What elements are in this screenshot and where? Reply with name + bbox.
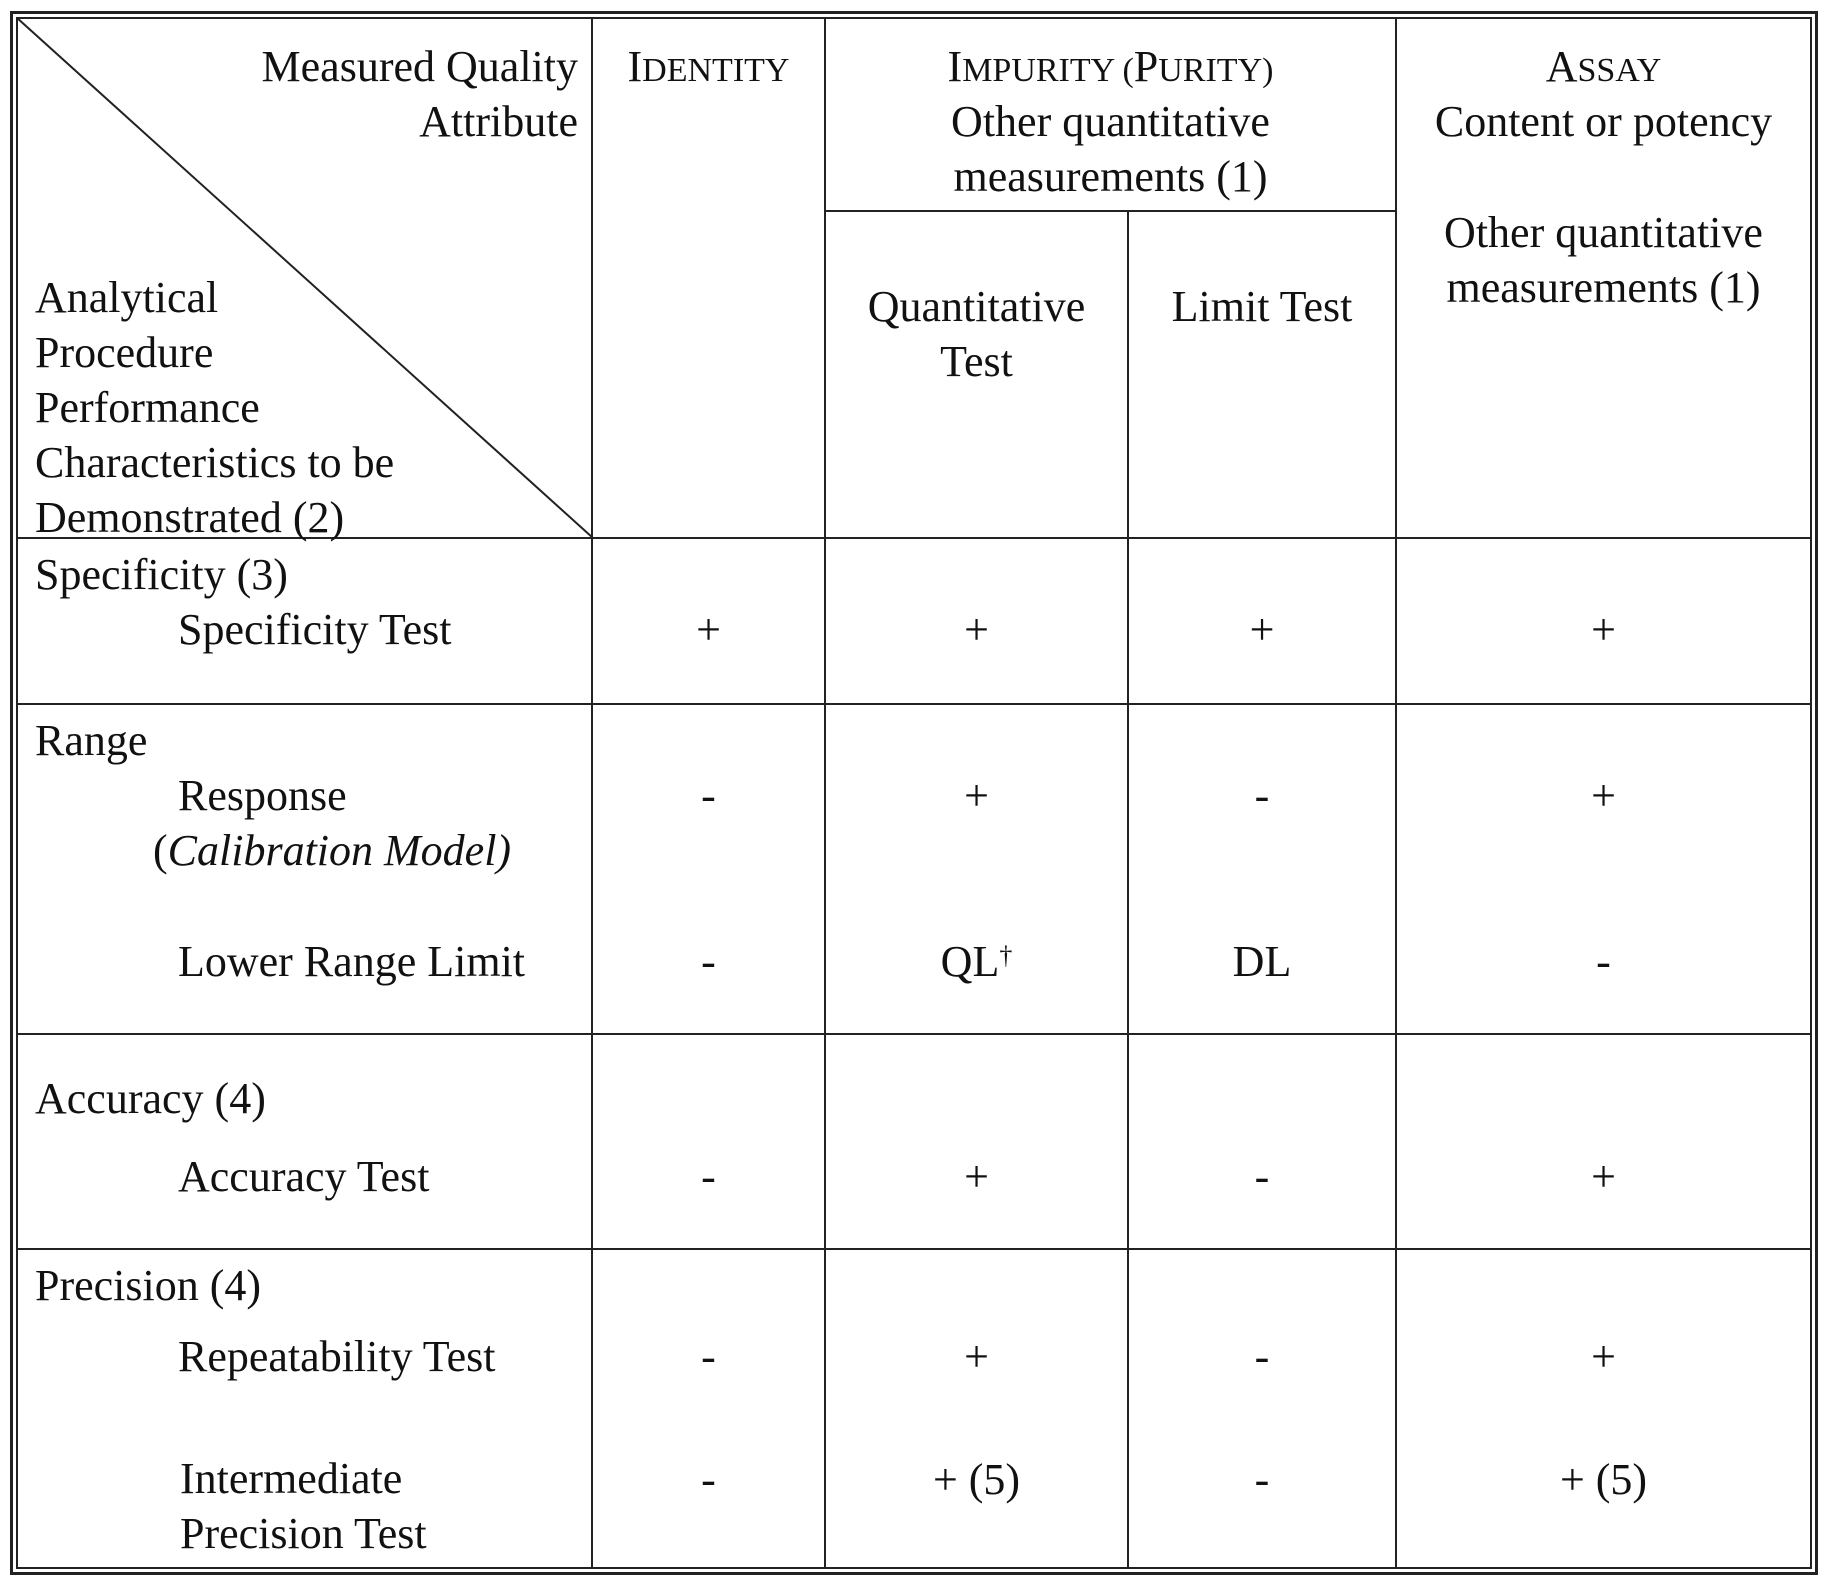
range-response-label: Response <box>178 771 347 820</box>
corner-top-line1: Measured Quality <box>261 42 578 91</box>
validation-table <box>16 17 1812 1569</box>
grid-line <box>16 1033 1812 1035</box>
accuracy-heading: Accuracy (4) <box>35 1074 266 1123</box>
corner-bottom-line3: Performance <box>35 383 260 432</box>
range-lower-quantitative-value: QL† <box>940 937 1013 986</box>
range-lower-label: Lower Range Limit <box>178 937 526 986</box>
grid-line <box>16 703 1812 705</box>
precision-repeat-identity-value: - <box>701 1332 716 1381</box>
precision-heading: Precision (4) <box>35 1261 262 1310</box>
accuracy-test-label: Accuracy Test <box>178 1152 430 1201</box>
grid-line <box>1810 17 1812 1569</box>
corner-bottom-line2: Procedure <box>35 328 214 377</box>
specificity-heading: Specificity (3) <box>35 550 288 599</box>
precision-repeat-limit-value: - <box>1254 1332 1270 1381</box>
precision-inter-identity-value: - <box>701 1455 716 1504</box>
precision-inter-assay-value: + (5) <box>1559 1455 1648 1504</box>
corner-top-line2: Attribute <box>419 97 578 146</box>
precision-repeat-assay-value: + <box>1591 1332 1616 1381</box>
header-assay-line4: measurements (1) <box>1446 263 1761 312</box>
grid-line <box>16 1567 1812 1569</box>
range-response-limit-value: - <box>1254 771 1270 820</box>
header-identity: IDENTITY <box>627 42 790 91</box>
precision-intermediate-label-line1: Intermediate <box>180 1454 403 1503</box>
accuracy-identity-value: - <box>701 1152 716 1201</box>
specificity-limit-value: + <box>1249 605 1275 654</box>
specificity-assay-value: + <box>1591 605 1616 654</box>
accuracy-quantitative-value: + <box>964 1152 989 1201</box>
precision-inter-limit-value: - <box>1254 1455 1270 1504</box>
header-impurity-line2: Other quantitative <box>951 97 1270 146</box>
header-assay-title: ASSAY <box>1545 42 1662 91</box>
range-response-quantitative-value: + <box>964 771 989 820</box>
precision-intermediate-label-line2: Precision Test <box>180 1509 427 1558</box>
range-response-identity-value: - <box>701 771 716 820</box>
specificity-quantitative-value: + <box>964 605 989 654</box>
range-heading: Range <box>35 716 148 765</box>
header-limit-test: Limit Test <box>1171 282 1353 331</box>
range-lower-identity-value: - <box>701 937 716 986</box>
header-quantitative-line2: Test <box>940 337 1013 386</box>
range-response-sub: (Calibration Model) <box>153 826 512 875</box>
specificity-identity-value: + <box>696 605 721 654</box>
grid-line <box>16 1248 1812 1250</box>
corner-bottom-line5: Demonstrated (2) <box>35 493 345 542</box>
range-response-assay-value: + <box>1591 771 1616 820</box>
corner-bottom-line4: Characteristics to be <box>35 438 395 487</box>
precision-inter-quantitative-value: + (5) <box>932 1455 1021 1504</box>
header-assay-line2: Content or potency <box>1434 97 1773 146</box>
header-impurity-line3: measurements (1) <box>953 152 1268 201</box>
range-lower-limit-value: DL <box>1232 937 1292 986</box>
header-impurity-title: IMPURITY (PURITY) <box>947 42 1274 91</box>
accuracy-assay-value: + <box>1591 1152 1616 1201</box>
range-lower-assay-value: - <box>1596 937 1611 986</box>
grid-line <box>824 210 1397 212</box>
corner-bottom-line1: Analytical <box>35 273 219 322</box>
header-quantitative-line1: Quantitative <box>867 282 1086 331</box>
specificity-test-label: Specificity Test <box>178 605 452 654</box>
accuracy-limit-value: - <box>1254 1152 1270 1201</box>
precision-repeat-quantitative-value: + <box>964 1332 989 1381</box>
header-assay-line3: Other quantitative <box>1444 208 1763 257</box>
precision-repeatability-label: Repeatability Test <box>178 1332 496 1381</box>
